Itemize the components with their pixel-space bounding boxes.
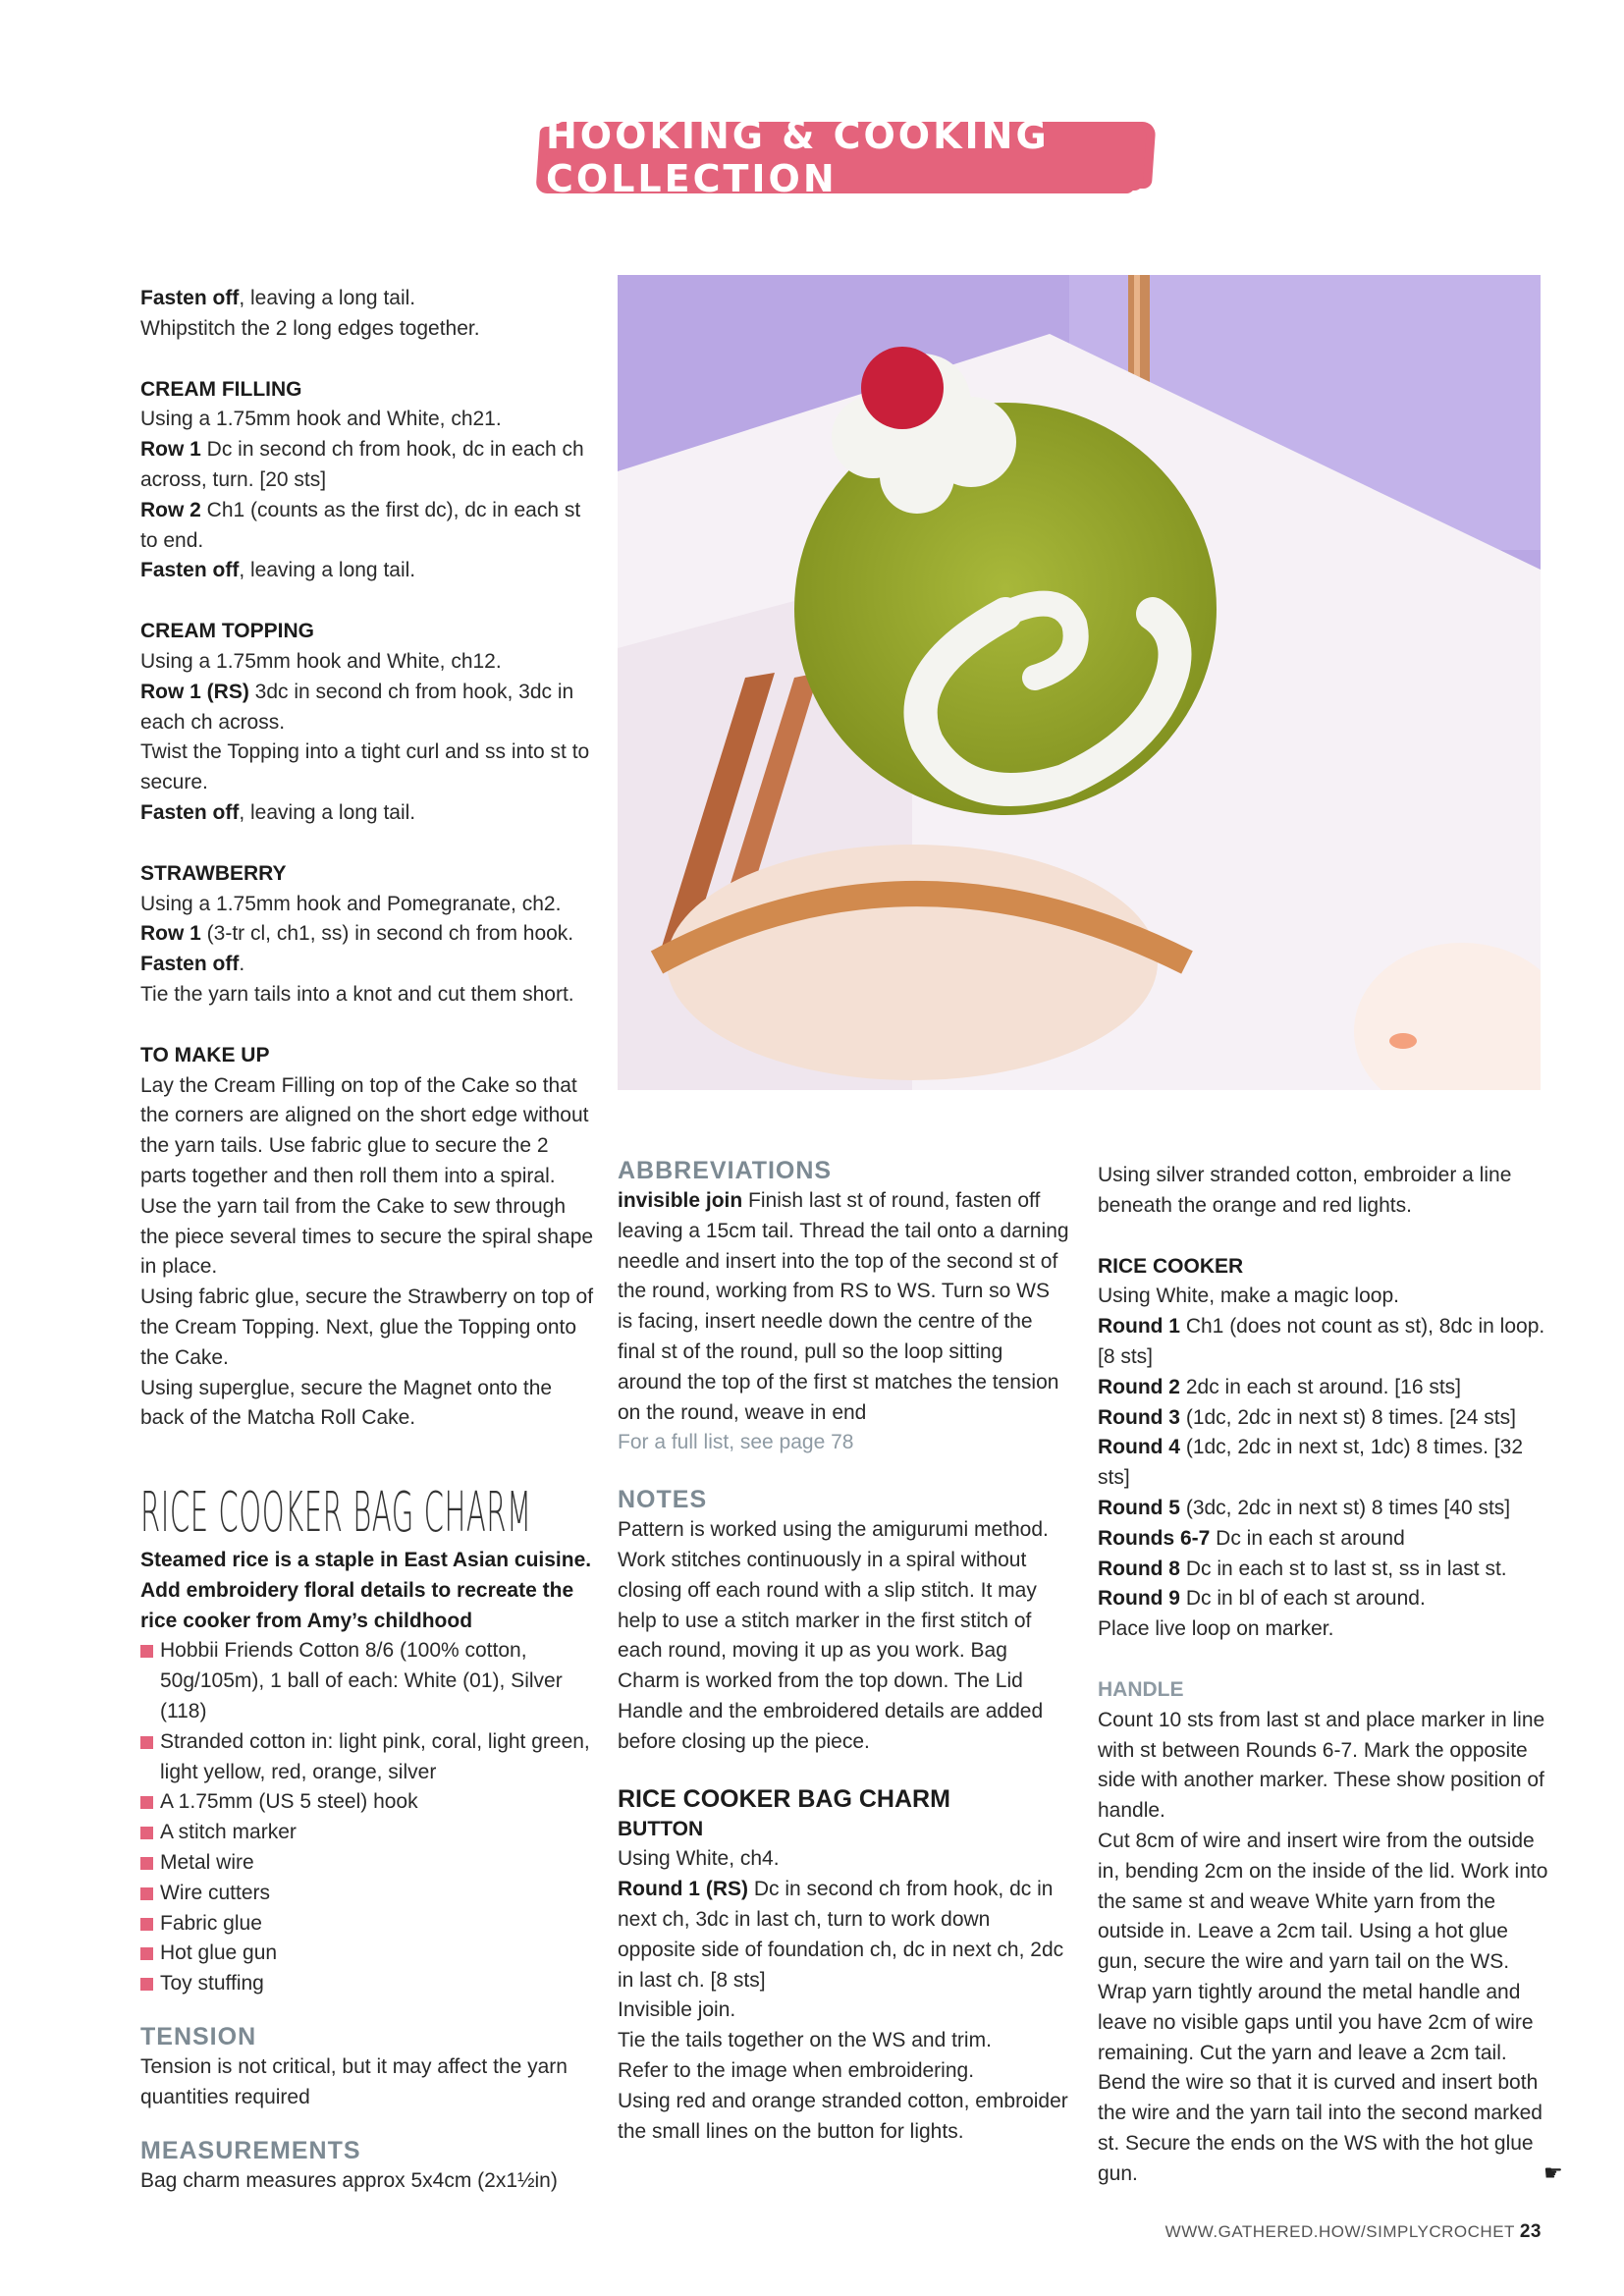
list-item: A stitch marker [140, 1818, 594, 1848]
round-text: (3dc, 2dc in next st) 8 times [40 sts] [1180, 1496, 1511, 1519]
tension-heading: TENSION [140, 2022, 257, 2050]
round-label: Rounds 6-7 [1098, 1526, 1211, 1550]
whipstitch-line: Whipstitch the 2 long edges together. [140, 316, 480, 340]
instruction-row [140, 678, 594, 738]
measurements-text: Bag charm measures approx 5x4cm (2x1½in) [140, 2168, 558, 2192]
round-row [1098, 1584, 1551, 1614]
row-text: Dc in second ch from hook, dc in each ch across, turn. [20 sts] [140, 438, 584, 491]
round-label: Round 8 [1098, 1557, 1180, 1580]
row-text: 3dc in second ch from hook, 3dc in each ch across. [140, 680, 574, 734]
row-text: , leaving a long tail. [239, 800, 416, 824]
make-up-paragraph: Using fabric glue, secure the Strawberry on top of the Cream Topping. Next, glue the Topping onto the Cake. [140, 1285, 594, 1369]
round-label: Round 5 [1098, 1496, 1180, 1519]
round-row [1098, 1433, 1551, 1494]
round-label: Round 9 [1098, 1587, 1180, 1611]
cream-topping-heading: CREAM TOPPING [140, 620, 314, 643]
instruction: Wrap yarn tightly around the metal handle and leave no visible gaps until you have 2cm of wire remaining. Cut the yarn and leave a 2cm tail. Bend the wire so that it is curved and insert both the wire and the yarn tail into the second marked st. Secure the ends on the WS with the hot glue gun. [1098, 1980, 1543, 2185]
rice-cooker-intro-block [140, 1483, 594, 2196]
notes-text: Pattern is worked using the amigurumi method. Work stitches continuously in a spiral without closing off each round with a slip stitch. It may help to use a stitch marker in the first stitch of each round, moving it up as you work. Bag Charm is worked from the top down. The Lid Handle and the embroidered details are added before closing up the piece. [618, 1518, 1049, 1753]
rice-cooker-title: RICE COOKER BAG CHARM [140, 1481, 532, 1545]
round-row [1098, 1524, 1551, 1555]
page-number: 23 [1519, 2221, 1542, 2242]
instruction-row [140, 950, 594, 980]
abbreviations-note: For a full list, see page 78 [618, 1431, 854, 1454]
row-label: Fasten off [140, 559, 240, 582]
abbr-definition: Finish last st of round, fasten off leaving a 15cm tail. Thread the tail onto a darning needle and insert into the top of the second st of the round, working from RS to WS. Turn so WS is facing, insert needle down the centre of the final st of the round, pull so the loop sitting around the top of the first st matches the tension on the round, weave in end [618, 1189, 1069, 1424]
list-item: Metal wire [140, 1848, 594, 1879]
instruction-row [140, 496, 594, 557]
matcha-roll-cake-photo [618, 275, 1541, 1090]
round-label: Round 1 [1098, 1315, 1180, 1339]
make-up-heading: TO MAKE UP [140, 1043, 270, 1066]
right-column [1098, 1161, 1551, 2190]
materials-list [140, 1636, 594, 1999]
instruction: Using a 1.75mm hook and White, ch21. [140, 408, 502, 431]
make-up-paragraph: Using superglue, secure the Magnet onto the back of the Matcha Roll Cake. [140, 1376, 553, 1430]
list-item: Toy stuffing [140, 1969, 594, 1999]
section-heading: RICE COOKER BAG CHARM [618, 1784, 950, 1813]
abbr-term: invisible join [618, 1189, 743, 1212]
round-text: (1dc, 2dc in next st) 8 times. [24 sts] [1180, 1405, 1516, 1429]
measurements-heading: MEASUREMENTS [140, 2136, 361, 2164]
list-item: Hobbii Friends Cotton 8/6 (100% cotton, 50g/105m), 1 ball of each: White (01), Silver (118) [140, 1636, 594, 1726]
round-text: 2dc in each st around. [16 sts] [1180, 1375, 1462, 1398]
abbreviation-entry [618, 1186, 1069, 1428]
round-row [1098, 1555, 1551, 1585]
row-label: Row 1 [140, 922, 201, 946]
instruction: Refer to the image when embroidering. [618, 2058, 975, 2082]
round-text: Dc in bl of each st around. [1180, 1587, 1426, 1611]
page-footer [1165, 2221, 1542, 2243]
row-text: Ch1 (counts as the first dc), dc in each st to end. [140, 498, 581, 552]
bold-label: Fasten off [140, 287, 240, 309]
continue-hand-icon: ☛ [1543, 2160, 1563, 2185]
instruction: Twist the Topping into a tight curl and ss into st to secure. [140, 740, 590, 794]
row-text: (3-tr cl, ch1, ss) in second ch from hook. [200, 922, 574, 946]
instruction: Tie the tails together on the WS and trim. [618, 2029, 992, 2052]
instruction: Using White, ch4. [618, 1847, 780, 1871]
row-label: Round 1 (RS) [618, 1878, 748, 1901]
instruction: Count 10 sts from last st and place marker in line with st between Rounds 6-7. Mark the opposite side with another marker. These show position of handle. [1098, 1708, 1545, 1823]
list-item: Hot glue gun [140, 1939, 594, 1969]
round-label: Round 4 [1098, 1436, 1180, 1459]
handle-heading: HANDLE [1098, 1677, 1184, 1701]
row-label: Fasten off [140, 953, 240, 976]
round-text: Dc in each st around [1210, 1526, 1405, 1550]
instruction: Using White, make a magic loop. [1098, 1285, 1399, 1308]
instruction: Tie the yarn tails into a knot and cut them short. [140, 982, 574, 1006]
list-item: A 1.75mm (US 5 steel) hook [140, 1787, 594, 1818]
instruction-row [618, 1875, 1069, 1995]
row-text: Dc in second ch from hook, dc in next ch, 3dc in last ch, turn to work down opposite side of foundation ch, dc in next ch, 2dc in last ch. [8 sts] [618, 1878, 1064, 1992]
footer-url: WWW.GATHERED.HOW/SIMPLYCROCHET [1164, 2222, 1515, 2241]
instruction-row [140, 919, 594, 950]
row-label: Fasten off [140, 800, 240, 824]
row-text: . [239, 953, 245, 976]
photo-illustration [618, 275, 1541, 1090]
list-item: Wire cutters [140, 1879, 594, 1909]
row-label: Row 2 [140, 498, 201, 521]
list-item: Fabric glue [140, 1909, 594, 1940]
abbreviations-heading: ABBREVIATIONS [618, 1157, 833, 1184]
intro-text: Steamed rice is a staple in East Asian cuisine. Add embroidery floral details to recreate the rice cooker from Amy’s childhood [140, 1549, 592, 1632]
middle-column [618, 1155, 1069, 2147]
rice-cooker-heading: RICE COOKER [1098, 1254, 1244, 1278]
instruction: Place live loop on marker. [1098, 1617, 1334, 1641]
round-label: Round 3 [1098, 1405, 1180, 1429]
fasten-off-line [140, 284, 594, 314]
row-label: Row 1 [140, 438, 201, 462]
instruction: Cut 8cm of wire and insert wire from the outside in, bending 2cm on the inside of the lid. Work into the same st and weave White yarn from the outside in. Leave a 2cm tail. Using a hot glue gun, secure the wire and yarn tail on the WS. [1098, 1829, 1548, 1974]
instruction: Using red and orange stranded cotton, embroider the small lines on the button for lights. [618, 2089, 1068, 2143]
row-label: Row 1 (RS) [140, 680, 249, 703]
instruction: Using silver stranded cotton, embroider a line beneath the orange and red lights. [1098, 1164, 1512, 1217]
round-text: Ch1 (does not count as st), 8dc in loop. [8 sts] [1098, 1315, 1545, 1368]
make-up-paragraph: Lay the Cream Filling on top of the Cake so that the corners are aligned on the short edge without the yarn tails. Use fabric glue to secure the 2 parts together and then roll them into a spiral. Use the yarn tail from the Cake to sew through the piece several times to secure the spiral shape in place. [140, 1073, 594, 1279]
round-row [1098, 1403, 1551, 1434]
button-heading: BUTTON [618, 1817, 704, 1840]
round-text: (1dc, 2dc in next st, 1dc) 8 times. [32 sts] [1098, 1436, 1523, 1490]
text: , leaving a long tail. [239, 287, 416, 309]
left-column [140, 284, 594, 1434]
round-text: Dc in each st to last st, ss in last st. [1180, 1557, 1507, 1580]
strawberry-heading: STRAWBERRY [140, 861, 287, 885]
round-row [1098, 1312, 1551, 1373]
instruction-row [140, 798, 594, 829]
list-item: Stranded cotton in: light pink, coral, light green, light yellow, red, orange, silver [140, 1727, 594, 1788]
instruction: Using a 1.75mm hook and Pomegranate, ch2. [140, 892, 562, 915]
section-banner: HOOKING & COOKING COLLECTION [546, 114, 1050, 200]
instruction-row [140, 435, 594, 496]
round-label: Round 2 [1098, 1375, 1180, 1398]
notes-heading: NOTES [618, 1486, 708, 1514]
row-text: , leaving a long tail. [239, 559, 416, 582]
tension-text: Tension is not critical, but it may affect the yarn quantities required [140, 2054, 568, 2108]
instruction: Invisible join. [618, 1998, 736, 2022]
round-row [1098, 1494, 1551, 1524]
cream-filling-heading: CREAM FILLING [140, 377, 302, 401]
round-row [1098, 1373, 1551, 1403]
instruction-row [140, 556, 594, 586]
instruction: Using a 1.75mm hook and White, ch12. [140, 649, 502, 673]
